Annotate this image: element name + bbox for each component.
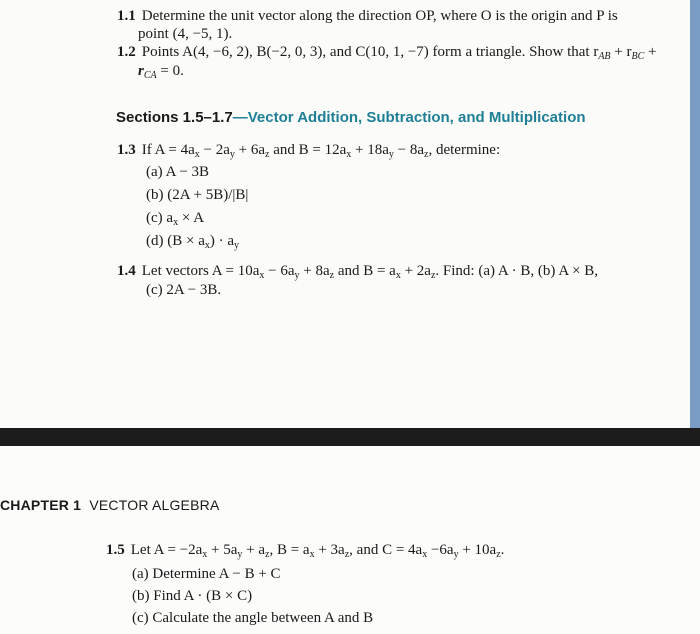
lower-page: [0, 446, 700, 634]
problem-1-3-part-a: [146, 163, 209, 181]
subscript: BC: [631, 51, 645, 62]
problem-text: −6a: [427, 542, 454, 558]
problem-1-4-line1: 1.4 Let vectors $A = 10a_x - 6a_y + 8a_z$ and $B = a_x + 2a_z$. Find: (a) A · B, (b) A × B,: [117, 263, 599, 281]
chapter-title: VECTOR ALGEBRA: [89, 497, 220, 513]
problem-text: + 6a: [234, 142, 266, 158]
problem-text: and B = a: [334, 263, 396, 279]
subscript: CA: [143, 70, 157, 81]
section-heading: [116, 109, 586, 126]
problem-1-2-line1: [117, 43, 657, 61]
problem-text: + 3a: [314, 542, 345, 558]
vector-r: r: [138, 63, 144, 79]
part-text: (c) a: [146, 210, 174, 226]
part-text: (a) A − 3B: [146, 164, 210, 180]
part-text: × A: [178, 210, 205, 226]
problem-text: − 2a: [199, 142, 230, 158]
part-text: (a) Determine A − B + C: [132, 566, 281, 582]
part-text: (d) (B × a: [146, 233, 205, 249]
problem-text: + 2a: [400, 263, 431, 279]
problem-text: If A = 4a: [141, 142, 195, 158]
problem-text: (c) 2A − 3B.: [146, 282, 222, 298]
part-text: (c) Calculate the angle between A and B: [132, 610, 374, 626]
problem-1-5-part-a: [132, 565, 281, 583]
problem-number: 1.2: [117, 44, 136, 60]
problem-text: + 5a: [207, 542, 238, 558]
problem-text: Determine the unit vector along the direction OP, where O is the origin and P is: [141, 8, 618, 24]
chapter-header: [0, 497, 219, 513]
problem-text: + a: [242, 542, 265, 558]
problem-1-5-line1: 1.5 Let $A = -2a_x + 5a_y + a_z$, $B = a_x + 3a_z$, and $C = 4a_x -6a_y + 10a_z$.: [106, 542, 505, 560]
subscript: AB: [598, 51, 611, 62]
problem-text: point (4, −5, 1).: [138, 26, 233, 42]
problem-text: Let A = −2a: [130, 542, 203, 558]
problem-number: 1.1: [117, 8, 136, 24]
problem-text: + 10a: [458, 542, 497, 558]
problem-1-5-part-b: [132, 587, 252, 605]
problem-text: , determine:: [428, 142, 501, 158]
section-title: —Vector Addition, Subtraction, and Multiplication: [232, 109, 586, 126]
part-text: (b) Find A · (B × C): [132, 588, 253, 604]
problem-1-1-line2: [138, 25, 232, 43]
problem-text: Points A(4, −6, 2), B(−2, 0, 3), and C(10, 1, −7) form a triangle. Show that r: [141, 44, 599, 60]
problem-1-3-part-c: (c) $a_x \times A$: [146, 210, 205, 228]
problem-text: + 18a: [351, 142, 389, 158]
part-text: ) · a: [209, 233, 235, 249]
problem-text: + r: [610, 44, 632, 60]
problem-1-4-line2: [146, 281, 221, 299]
problem-text: , and C = 4a: [349, 542, 423, 558]
page-gap-band: [0, 428, 700, 446]
problem-number: 1.4: [117, 263, 136, 279]
problem-text: − 6a: [264, 263, 295, 279]
problem-text: . Find: (a) A · B, (b) A × B,: [435, 263, 599, 279]
problem-1-3-line1: 1.3 If $A = 4a_x - 2a_y + 6a_z$ and $B = 12a_x + 18a_y - 8a_z$, determine:: [117, 142, 501, 160]
problem-text: +: [644, 44, 657, 60]
problem-1-1-line1: [117, 7, 618, 25]
problem-1-3-part-d: (d) $(B \times a_x) \cdot a_y$: [146, 233, 240, 251]
problem-number: 1.3: [117, 142, 136, 158]
problem-text: = 0.: [156, 63, 184, 79]
section-range: Sections 1.5–1.7: [116, 109, 233, 126]
problem-1-3-part-b: [146, 186, 248, 204]
problem-1-2-line2: [138, 62, 184, 80]
problem-text: , B = a: [269, 542, 310, 558]
part-text: (b) (2A + 5B)/|B|: [146, 187, 249, 203]
problem-text: − 8a: [393, 142, 425, 158]
problem-text: Let vectors A = 10a: [141, 263, 260, 279]
chapter-label: CHAPTER 1: [0, 497, 82, 513]
problem-1-5-part-c: [132, 609, 373, 627]
problem-text: .: [500, 542, 505, 558]
page-edge-blue: [690, 0, 700, 428]
problem-text: and B = 12a: [269, 142, 347, 158]
problem-number: 1.5: [106, 542, 125, 558]
problem-text: + 8a: [299, 263, 330, 279]
